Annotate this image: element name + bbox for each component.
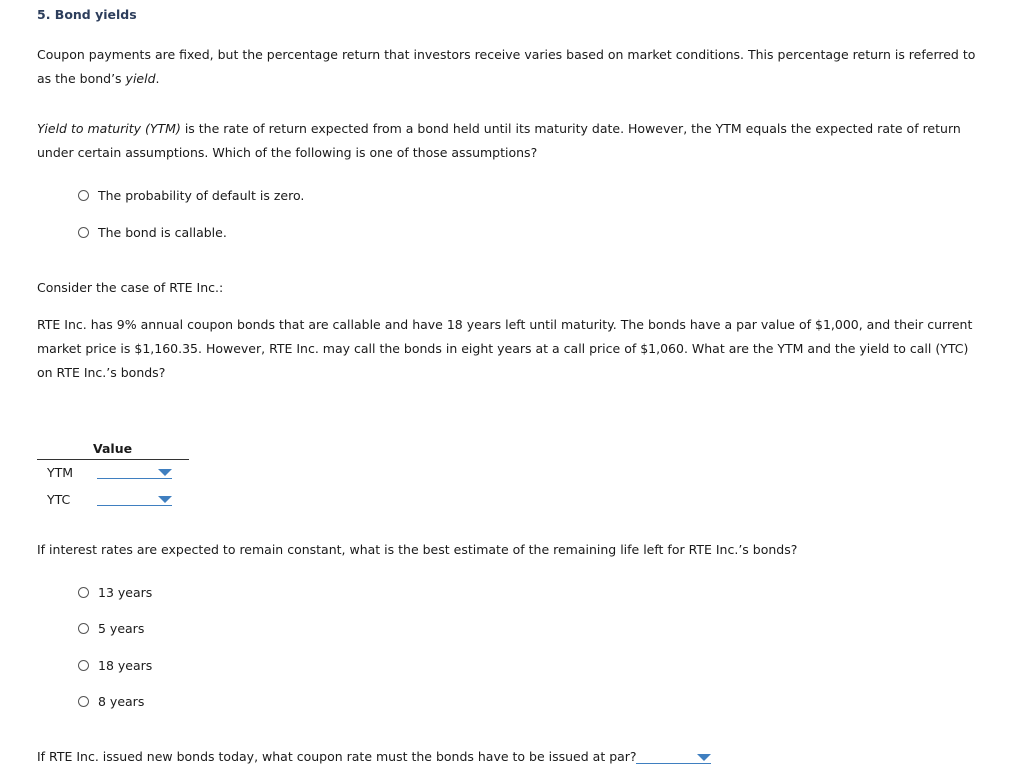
radio-button[interactable] — [78, 587, 89, 598]
par-question: If RTE Inc. issued new bonds today, what coupon rate must the bonds have to be issued at par? — [37, 749, 637, 764]
dropdown-arrow-icon[interactable] — [158, 469, 172, 476]
ytm-option-row[interactable] — [78, 225, 227, 240]
life-option-row[interactable] — [78, 621, 144, 636]
ytm-option-row[interactable] — [78, 188, 304, 203]
life-option-label[interactable]: 8 years — [98, 694, 145, 709]
dropdown-arrow-icon[interactable] — [158, 496, 172, 503]
case-paragraph: RTE Inc. has 9% annual coupon bonds that are callable and have 18 years left until maturity. The bonds have a par value of $1,000, and their current market price is $1,160.35. However, RTE Inc. may call the bonds in eight years at a call price of $1,060. What are the YTM and the yield to call (YTC) on RTE Inc.’s bonds? — [37, 317, 973, 380]
life-option-label[interactable]: 18 years — [98, 658, 153, 673]
table-divider — [37, 459, 189, 460]
intro-text: Coupon payments are fixed, but the percentage return that investors receive varies based on market conditions. This percentage return is referred to as the bond’s — [37, 47, 976, 86]
life-option-label[interactable]: 5 years — [98, 621, 145, 636]
ytm-question-text: is the rate of return expected from a bond held until its maturity date. However, the YTM equals the expected rate of return under certain assumptions. Which of the following is one of those assumptions? — [37, 121, 961, 160]
intro-paragraph — [37, 43, 987, 91]
value-table-header: Value — [93, 441, 133, 456]
ytm-value-dropdown[interactable] — [97, 466, 172, 479]
radio-button[interactable] — [78, 696, 89, 707]
case-heading: Consider the case of RTE Inc.: — [37, 280, 224, 295]
ytm-row-label: YTM — [47, 465, 74, 480]
radio-button[interactable] — [78, 623, 89, 634]
ytc-value-dropdown[interactable] — [97, 493, 172, 506]
life-option-row[interactable] — [78, 658, 152, 673]
section-title: 5. Bond yields — [37, 7, 137, 22]
intro-yield-term: yield — [125, 71, 156, 86]
ytc-row-label: YTC — [47, 492, 71, 507]
radio-button[interactable] — [78, 190, 89, 201]
ytm-term: Yield to maturity (YTM) — [37, 121, 181, 136]
ytm-question — [37, 117, 987, 165]
ytm-option-label[interactable]: The bond is callable. — [98, 225, 227, 240]
life-option-row[interactable] — [78, 585, 152, 600]
dropdown-arrow-icon[interactable] — [697, 754, 711, 761]
radio-button[interactable] — [78, 660, 89, 671]
coupon-rate-dropdown[interactable] — [636, 751, 711, 764]
life-option-label[interactable]: 13 years — [98, 585, 153, 600]
life-option-row[interactable] — [78, 694, 144, 709]
intro-text-end: . — [155, 71, 160, 86]
radio-button[interactable] — [78, 227, 89, 238]
life-question: If interest rates are expected to remain constant, what is the best estimate of the remaining life left for RTE Inc.’s bonds? — [37, 542, 798, 557]
ytm-option-label[interactable]: The probability of default is zero. — [98, 188, 305, 203]
